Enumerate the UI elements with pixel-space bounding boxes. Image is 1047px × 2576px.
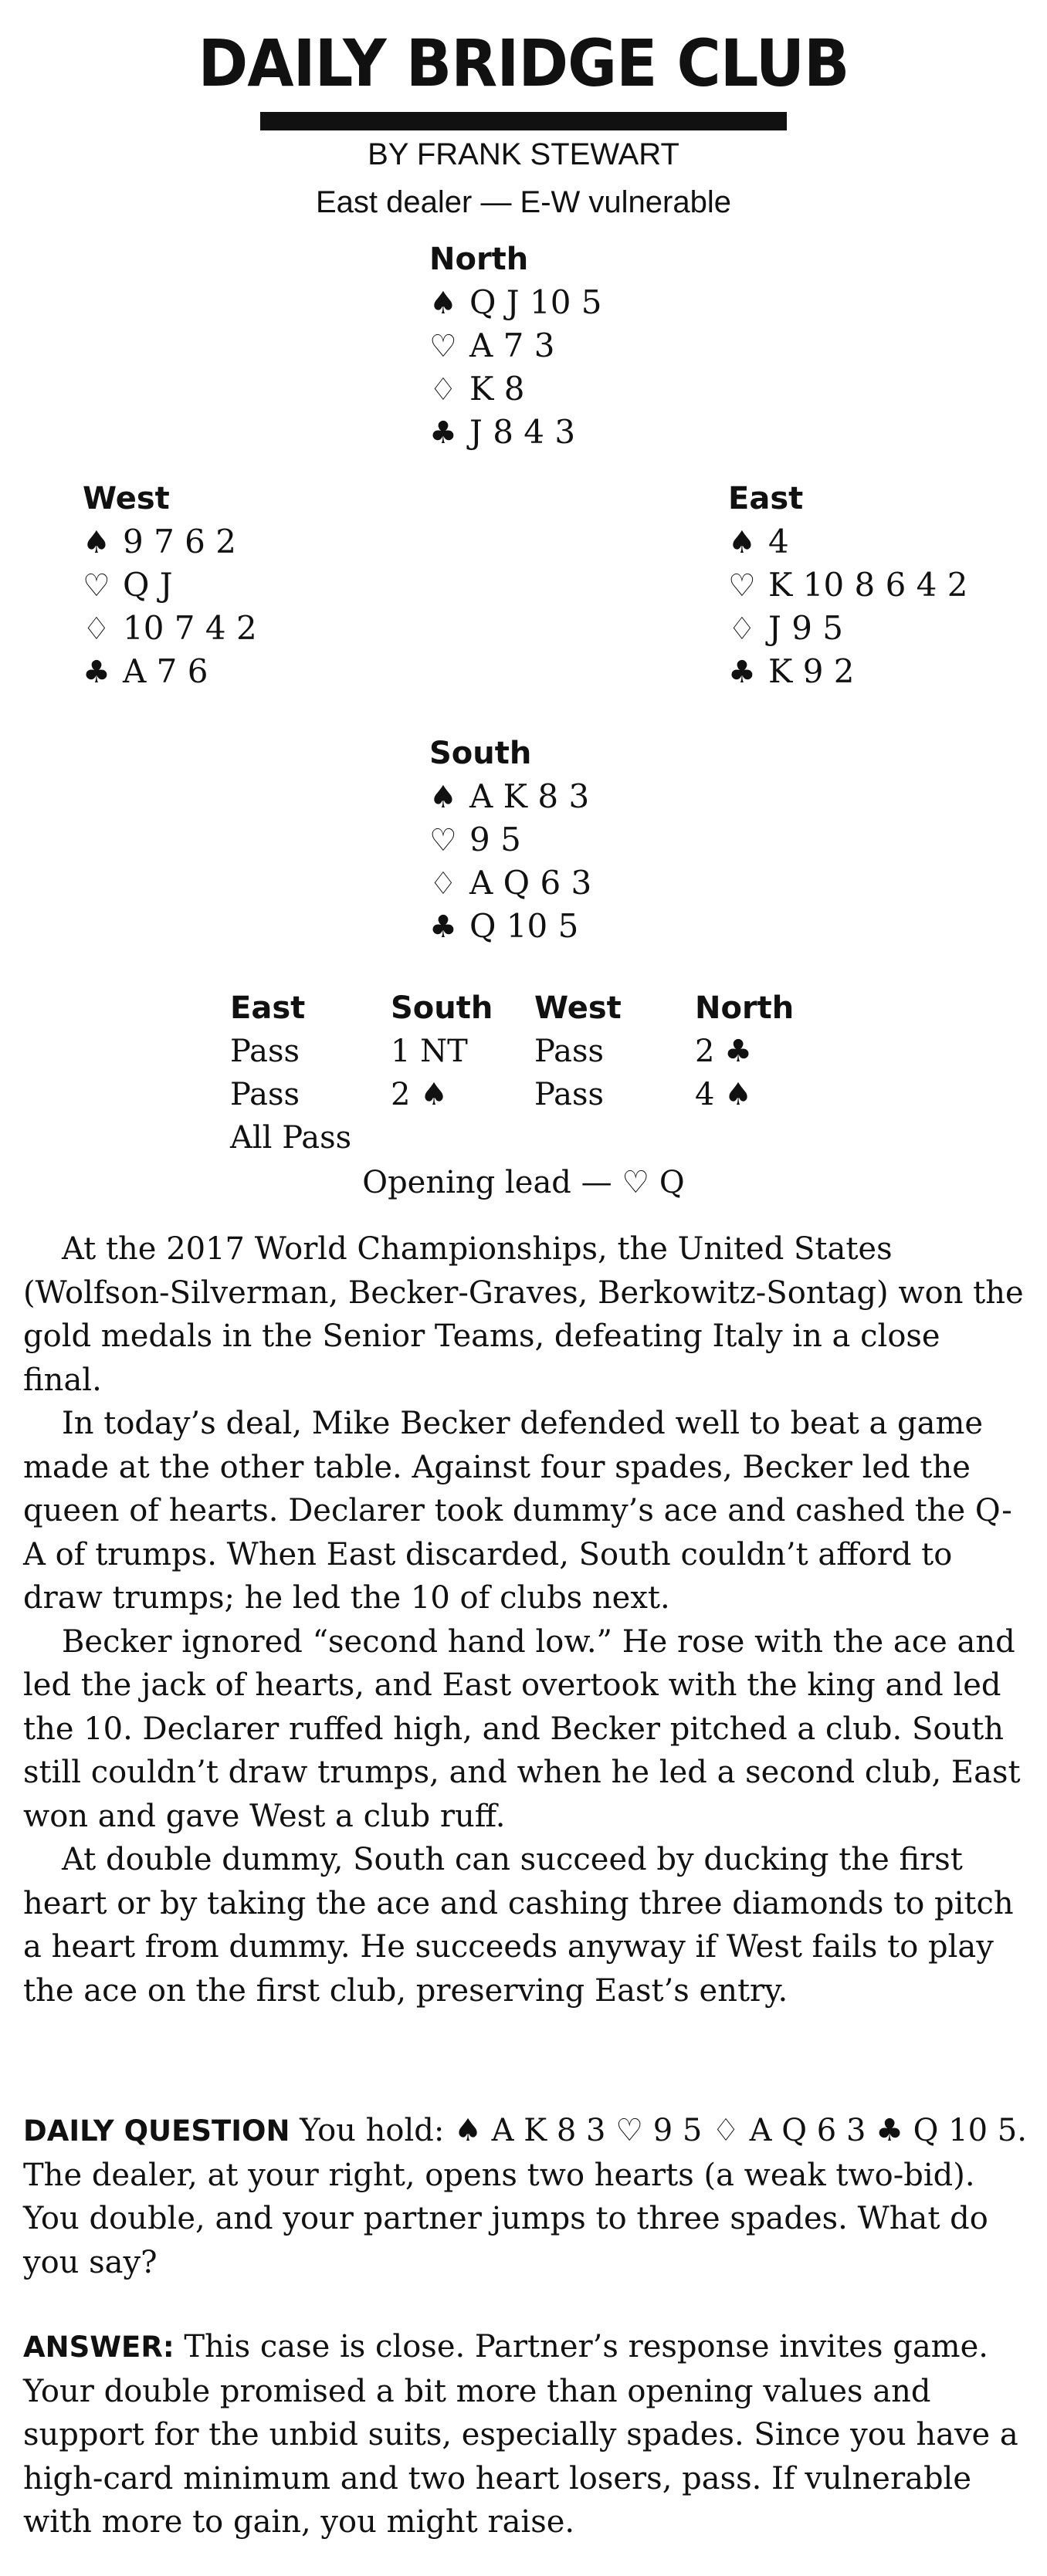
bid-cell: All Pass	[230, 1120, 352, 1156]
answer-label: ANSWER:	[23, 2331, 174, 2364]
spades-row	[429, 775, 591, 818]
heart-icon: ♡	[429, 329, 457, 364]
hearts-cards: K 10 8 6 4 2	[768, 566, 968, 604]
spades-cards: A K 8 3	[469, 777, 590, 815]
question-text: You hold: ♠ A K 8 3 ♡ 9 5 ♢ A Q 6 3 ♣ Q 10 5. The dealer, at your right, opens two hearts (a weak two-bid). You double, and your partner jumps to three spades. What do you say?	[23, 2113, 1027, 2280]
article-paragraph: Becker ignored “second hand low.” He rose with the ace and led the jack of hearts, and East overtook with the king and led the 10. Declarer ruffed high, and Becker pitched a club. South still couldn’t draw trumps, and when he led a second club, East won and gave West a club ruff.	[23, 1623, 1021, 1834]
diamond-icon: ♢	[83, 611, 110, 647]
diamonds-row	[429, 367, 602, 411]
clubs-row	[83, 650, 257, 693]
diamonds-row	[728, 607, 967, 650]
clubs-row	[429, 905, 591, 948]
hand-west	[83, 477, 257, 693]
spades-cards: Q J 10 5	[469, 283, 602, 321]
bid-cell: Pass	[534, 1077, 605, 1112]
spade-icon: ♠	[429, 780, 457, 815]
hand-north	[429, 238, 602, 454]
byline: BY FRANK STEWART	[368, 137, 679, 171]
bid-header-east: East	[230, 990, 306, 1026]
club-icon: ♣	[429, 415, 457, 451]
spades-cards: 4	[768, 523, 789, 560]
answer	[23, 2325, 1027, 2544]
bidding-round	[230, 1116, 849, 1159]
bid-cell: 2 ♣	[695, 1034, 753, 1069]
clubs-cards: Q 10 5	[469, 907, 579, 945]
diamonds-row	[429, 861, 591, 905]
hearts-row	[728, 564, 967, 607]
bidding-round	[230, 1030, 849, 1073]
bid-cell: Pass	[230, 1034, 300, 1069]
answer-text: This case is close. Partner’s response invites game. Your double promised a bit more than opening values and support for the unbid suits, especially spades. Since you have a high-card minimum and two heart losers, pass. If vulnerable with more to gain, you might raise.	[23, 2329, 1018, 2540]
opening-lead: Opening lead — ♡ Q	[362, 1165, 685, 1200]
hand-label: North	[429, 242, 529, 277]
diamonds-cards: J 9 5	[768, 609, 843, 647]
column-title: DAILY BRIDGE CLUB	[198, 26, 849, 102]
title-rule	[260, 112, 787, 130]
diamond-icon: ♢	[429, 372, 457, 408]
question-paragraph	[23, 2109, 1027, 2284]
spade-icon: ♠	[429, 286, 457, 321]
bid-cell: Pass	[230, 1077, 300, 1112]
daily-question	[23, 2109, 1027, 2284]
clubs-cards: A 7 6	[123, 652, 208, 690]
bidding-round	[230, 1073, 849, 1116]
diamond-icon: ♢	[429, 866, 457, 902]
heart-icon: ♡	[728, 568, 756, 604]
article-body	[23, 1227, 1027, 2012]
diamond-icon: ♢	[728, 611, 756, 647]
spades-row	[728, 520, 967, 564]
bid-header-south: South	[391, 990, 493, 1026]
clubs-row	[728, 650, 967, 693]
hand-label: East	[728, 481, 804, 516]
bidding-table	[230, 987, 849, 1159]
clubs-row	[429, 411, 602, 454]
bid-cell: Pass	[534, 1034, 605, 1069]
heart-icon: ♡	[429, 823, 457, 858]
dealer-line: East dealer — E-W vulnerable	[315, 185, 731, 219]
spades-row	[429, 281, 602, 324]
bid-cell: 4 ♠	[695, 1077, 753, 1112]
spade-icon: ♠	[83, 525, 110, 560]
spade-icon: ♠	[728, 525, 756, 560]
diamonds-cards: 10 7 4 2	[123, 609, 257, 647]
club-icon: ♣	[728, 655, 756, 690]
hand-label: West	[83, 481, 170, 516]
bid-cell: 2 ♠	[391, 1077, 449, 1112]
hearts-cards: Q J	[123, 566, 173, 604]
article-paragraph: In today’s deal, Mike Becker defended well to beat a game made at the other table. Against four spades, Becker led the queen of hearts. Declarer took dummy’s ace and cashed the Q-A of trumps. When East discarded, South couldn’t afford to draw trumps; he led the 10 of clubs next.	[23, 1406, 1012, 1616]
spades-cards: 9 7 6 2	[123, 523, 236, 560]
club-icon: ♣	[429, 909, 457, 945]
clubs-cards: K 9 2	[768, 652, 855, 690]
hearts-row	[429, 324, 602, 367]
clubs-cards: J 8 4 3	[469, 413, 576, 451]
hearts-cards: A 7 3	[469, 327, 555, 364]
bid-header-north: North	[695, 990, 795, 1026]
article-paragraph: At the 2017 World Championships, the United States (Wolfson-Silverman, Becker-Graves, Berkowitz-Sontag) won the gold medals in the Senior Teams, defeating Italy in a close final.	[23, 1231, 1024, 1398]
hand-label: South	[429, 736, 532, 771]
hearts-row	[429, 818, 591, 861]
spades-row	[83, 520, 257, 564]
hearts-cards: 9 5	[469, 821, 521, 858]
diamonds-cards: K 8	[469, 370, 525, 408]
hand-east	[728, 477, 967, 693]
diamonds-row	[83, 607, 257, 650]
bid-header-west: West	[534, 990, 622, 1026]
diamonds-cards: A Q 6 3	[469, 864, 592, 902]
hand-south	[429, 732, 591, 948]
heart-icon: ♡	[83, 568, 110, 604]
bidding-header	[230, 987, 849, 1030]
answer-paragraph	[23, 2325, 1027, 2544]
bid-cell: 1 NT	[391, 1034, 468, 1069]
article-paragraph: At double dummy, South can succeed by ducking the first heart or by taking the ace and cashing three diamonds to pitch a heart from dummy. He succeeds anyway if West fails to play the ace on the first club, preserving East’s entry.	[23, 1842, 1014, 2009]
question-label: DAILY QUESTION	[23, 2114, 290, 2148]
club-icon: ♣	[83, 655, 110, 690]
hearts-row	[83, 564, 257, 607]
